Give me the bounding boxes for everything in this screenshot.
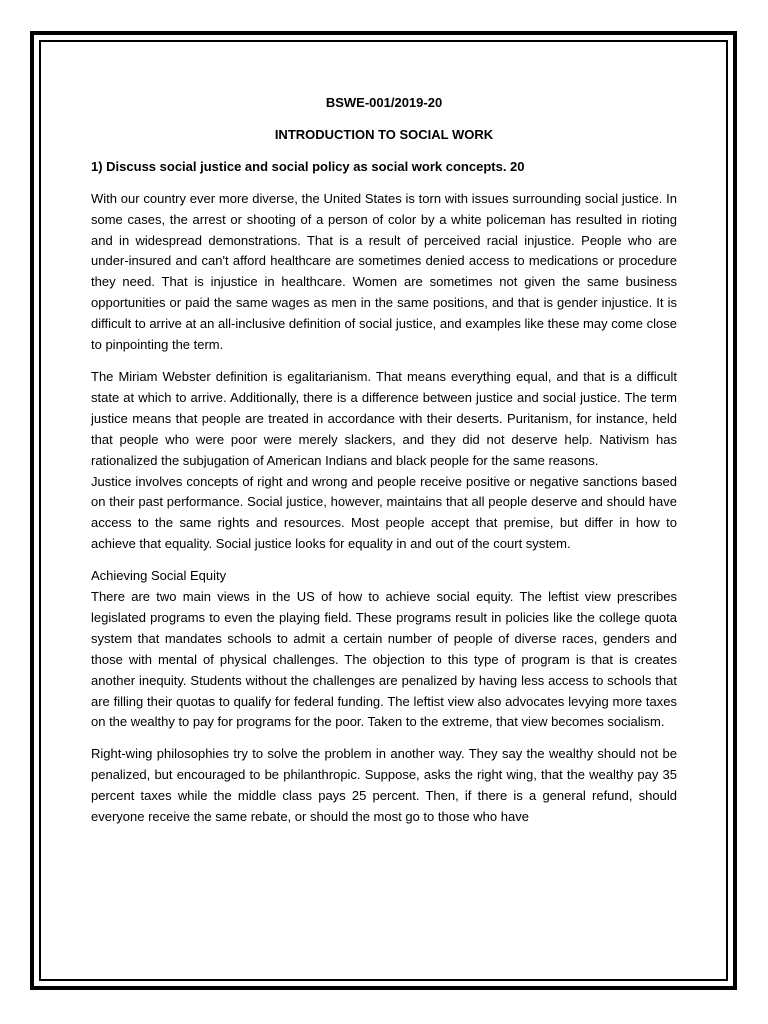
question-heading: 1) Discuss social justice and social policy as social work concepts. 20 bbox=[91, 158, 525, 174]
course-code: BSWE-001/2019-20 bbox=[325, 95, 443, 110]
paragraph-4: There are two main views in the US of how to achieve social equity. The leftist view prescribes legislated programs to even the playing field. These programs result in policies like the college quota system that mandates schools to admit a certain number of people of diverse races, genders and those with mental of physical challenges. The objection to this type of program is that is creates another inequity. Students without the challenges are penalized by having less access to schools that are filling their quotas to qualify for federal funding. The leftist view also advocates levying more taxes on the wealthy to pay for programs for the poor. Taken to the extreme, that view becomes socialism. bbox=[91, 589, 677, 730]
document-title: INTRODUCTION TO SOCIAL WORK bbox=[274, 126, 494, 142]
section-heading: Achieving Social Equity bbox=[91, 568, 227, 584]
paragraph-5: Right-wing philosophies try to solve the problem in another way. They say the wealthy should not be penalized, but encouraged to be philanthropic. Suppose, asks the right wing, that the wealthy pay 35 percent taxes while the middle class pays 25 percent. Then, if there is a general refund, should everyone receive the same rebate, or should the most go to those who have bbox=[91, 746, 677, 825]
document-body bbox=[91, 93, 677, 828]
paragraph-1: With our country ever more diverse, the United States is torn with issues surrounding social justice. In some cases, the arrest or shooting of a person of color by a white policeman has resulted in rioting and in widespread demonstrations. That is a result of perceived racial injustice. People who are under-insured and can't afford healthcare are sometimes denied access to medications or procedure they need. That is injustice in healthcare. Women are sometimes not given the same business opportunities or paid the same wages as men in the same positions, and that is gender injustice. It is difficult to arrive at an all-inclusive definition of social justice, and examples like these may come close to pinpointing the term. bbox=[91, 190, 677, 353]
paragraph-3: Justice involves concepts of right and wrong and people receive positive or negative sanctions based on their past performance. Social justice, however, maintains that all people deserve and should have access to the same rights and resources. Most people accept that premise, but differ in how to achieve that equality. Social justice looks for equality in and out of the court system. bbox=[91, 473, 677, 552]
paragraph-2: The Miriam Webster definition is egalitarianism. That means everything equal, and that is a difficult state at which to arrive. Additionally, there is a difference between justice and social justice. The term justice means that people are treated in accordance with their deserts. Puritanism, for instance, held that people who were poor were merely slackers, and they did not deserve help. Nativism has rationalized the subjugation of American Indians and black people for the same reasons. bbox=[91, 368, 677, 468]
